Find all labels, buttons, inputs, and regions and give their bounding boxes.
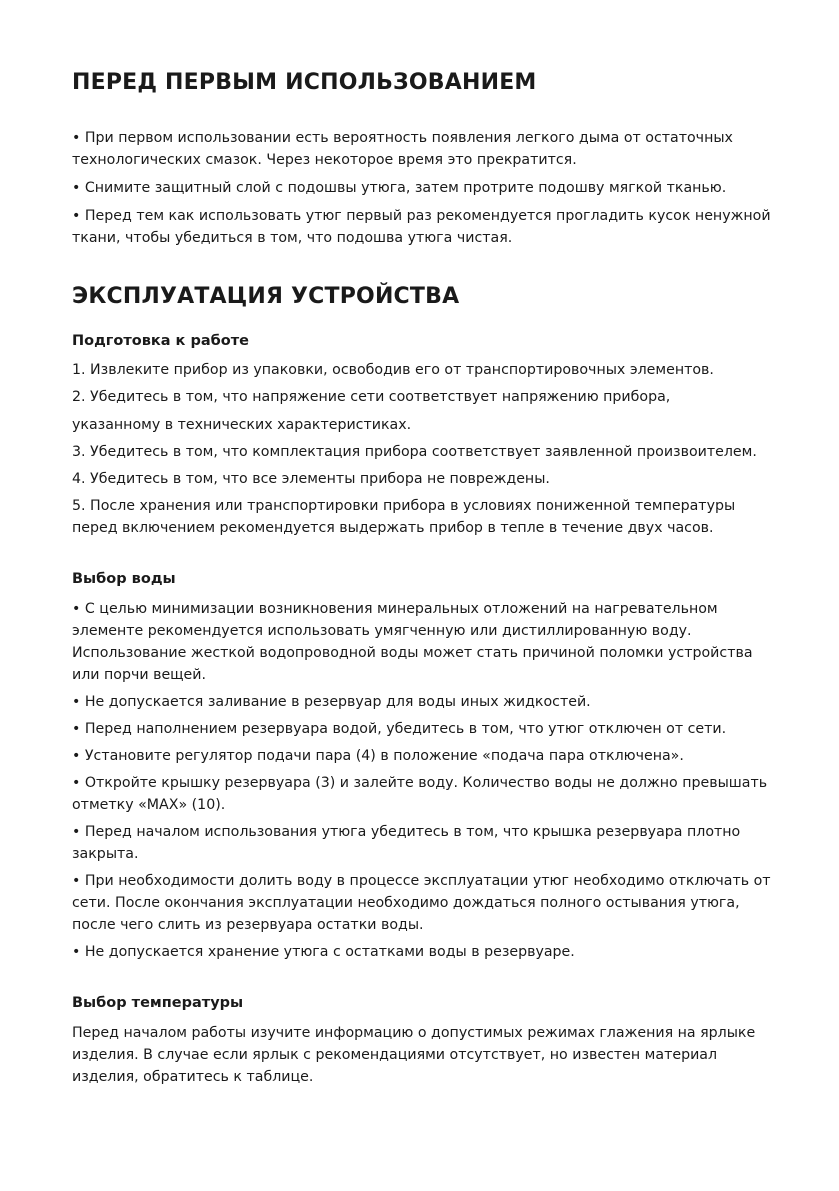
subheading-preparation: Подготовка к работе — [72, 333, 249, 349]
paragraph: Перед началом работы изучите информацию о допустимых режимах глажения на ярлыке изделия. В случае если ярлык с рекомендациями отсутствует, но известен материал изделия, обратитесь к таблице. — [72, 1025, 756, 1085]
list-item: 4. Убедитесь в том, что все элементы прибора не повреждены. — [72, 471, 550, 487]
first-use-list — [72, 127, 772, 255]
water-list — [72, 598, 772, 968]
list-item: • Перед тем как использовать утюг первый раз рекомендуется прогладить кусок ненужной ткани, чтобы убедиться в том, что подошва утюга чистая. — [72, 208, 771, 246]
list-item: 5. После хранения или транспортировки прибора в условиях пониженной температуры перед включением рекомендуется выдержать прибор в тепле в течение двух часов. — [72, 498, 736, 536]
list-item: 3. Убедитесь в том, что комплектация прибора соответствует заявленной произвоителем. — [72, 444, 757, 460]
list-item: • Откройте крышку резервуара (3) и залейте воду. Количество воды не должно превышать отметку «MAX» (10). — [72, 775, 768, 813]
section-title-operation: ЭКСПЛУАТАЦИЯ УСТРОЙСТВА — [72, 284, 460, 309]
list-item: • Перед наполнением резервуара водой, убедитесь в том, что утюг отключен от сети. — [72, 721, 727, 737]
section-title-before-first-use: ПЕРЕД ПЕРВЫМ ИСПОЛЬЗОВАНИЕМ — [72, 70, 537, 95]
list-item: указанному в технических характеристиках. — [72, 417, 412, 433]
list-item: • Не допускается заливание в резервуар для воды иных жидкостей. — [72, 694, 591, 710]
list-item: • Перед началом использования утюга убедитесь в том, что крышка резервуара плотно закрыта. — [72, 824, 741, 862]
list-item: • Снимите защитный слой с подошвы утюга, затем протрите подошву мягкой тканью. — [72, 180, 727, 196]
subheading-temperature: Выбор температуры — [72, 995, 244, 1011]
list-item: • Не допускается хранение утюга с остатками воды в резервуаре. — [72, 944, 575, 960]
temperature-text — [72, 1022, 772, 1088]
list-item: 1. Извлеките прибор из упаковки, освободив его от транспортировочных элементов. — [72, 362, 714, 378]
list-item: • При необходимости долить воду в процессе эксплуатации утюг необходимо отключать от сети. После окончания эксплуатации необходимо дождаться полного остывания утюга, после чего слить из резервуара остатки воды. — [72, 873, 771, 933]
preparation-list — [72, 359, 772, 539]
list-item: 2. Убедитесь в том, что напряжение сети соответствует напряжению прибора, — [72, 389, 671, 405]
list-item: • Установите регулятор подачи пара (4) в положение «подача пара отключена». — [72, 748, 684, 764]
subheading-water: Выбор воды — [72, 571, 176, 587]
list-item: • При первом использовании есть вероятность появления легкого дыма от остаточных технологических смазок. Через некоторое время это прекратится. — [72, 130, 733, 168]
list-item: • С целью минимизации возникновения минеральных отложений на нагревательном элементе рекомендуется использовать умягченную или дистиллированную воду. Использование жесткой водопроводной воды может стать причиной поломки устройства или порчи вещей. — [72, 601, 753, 683]
